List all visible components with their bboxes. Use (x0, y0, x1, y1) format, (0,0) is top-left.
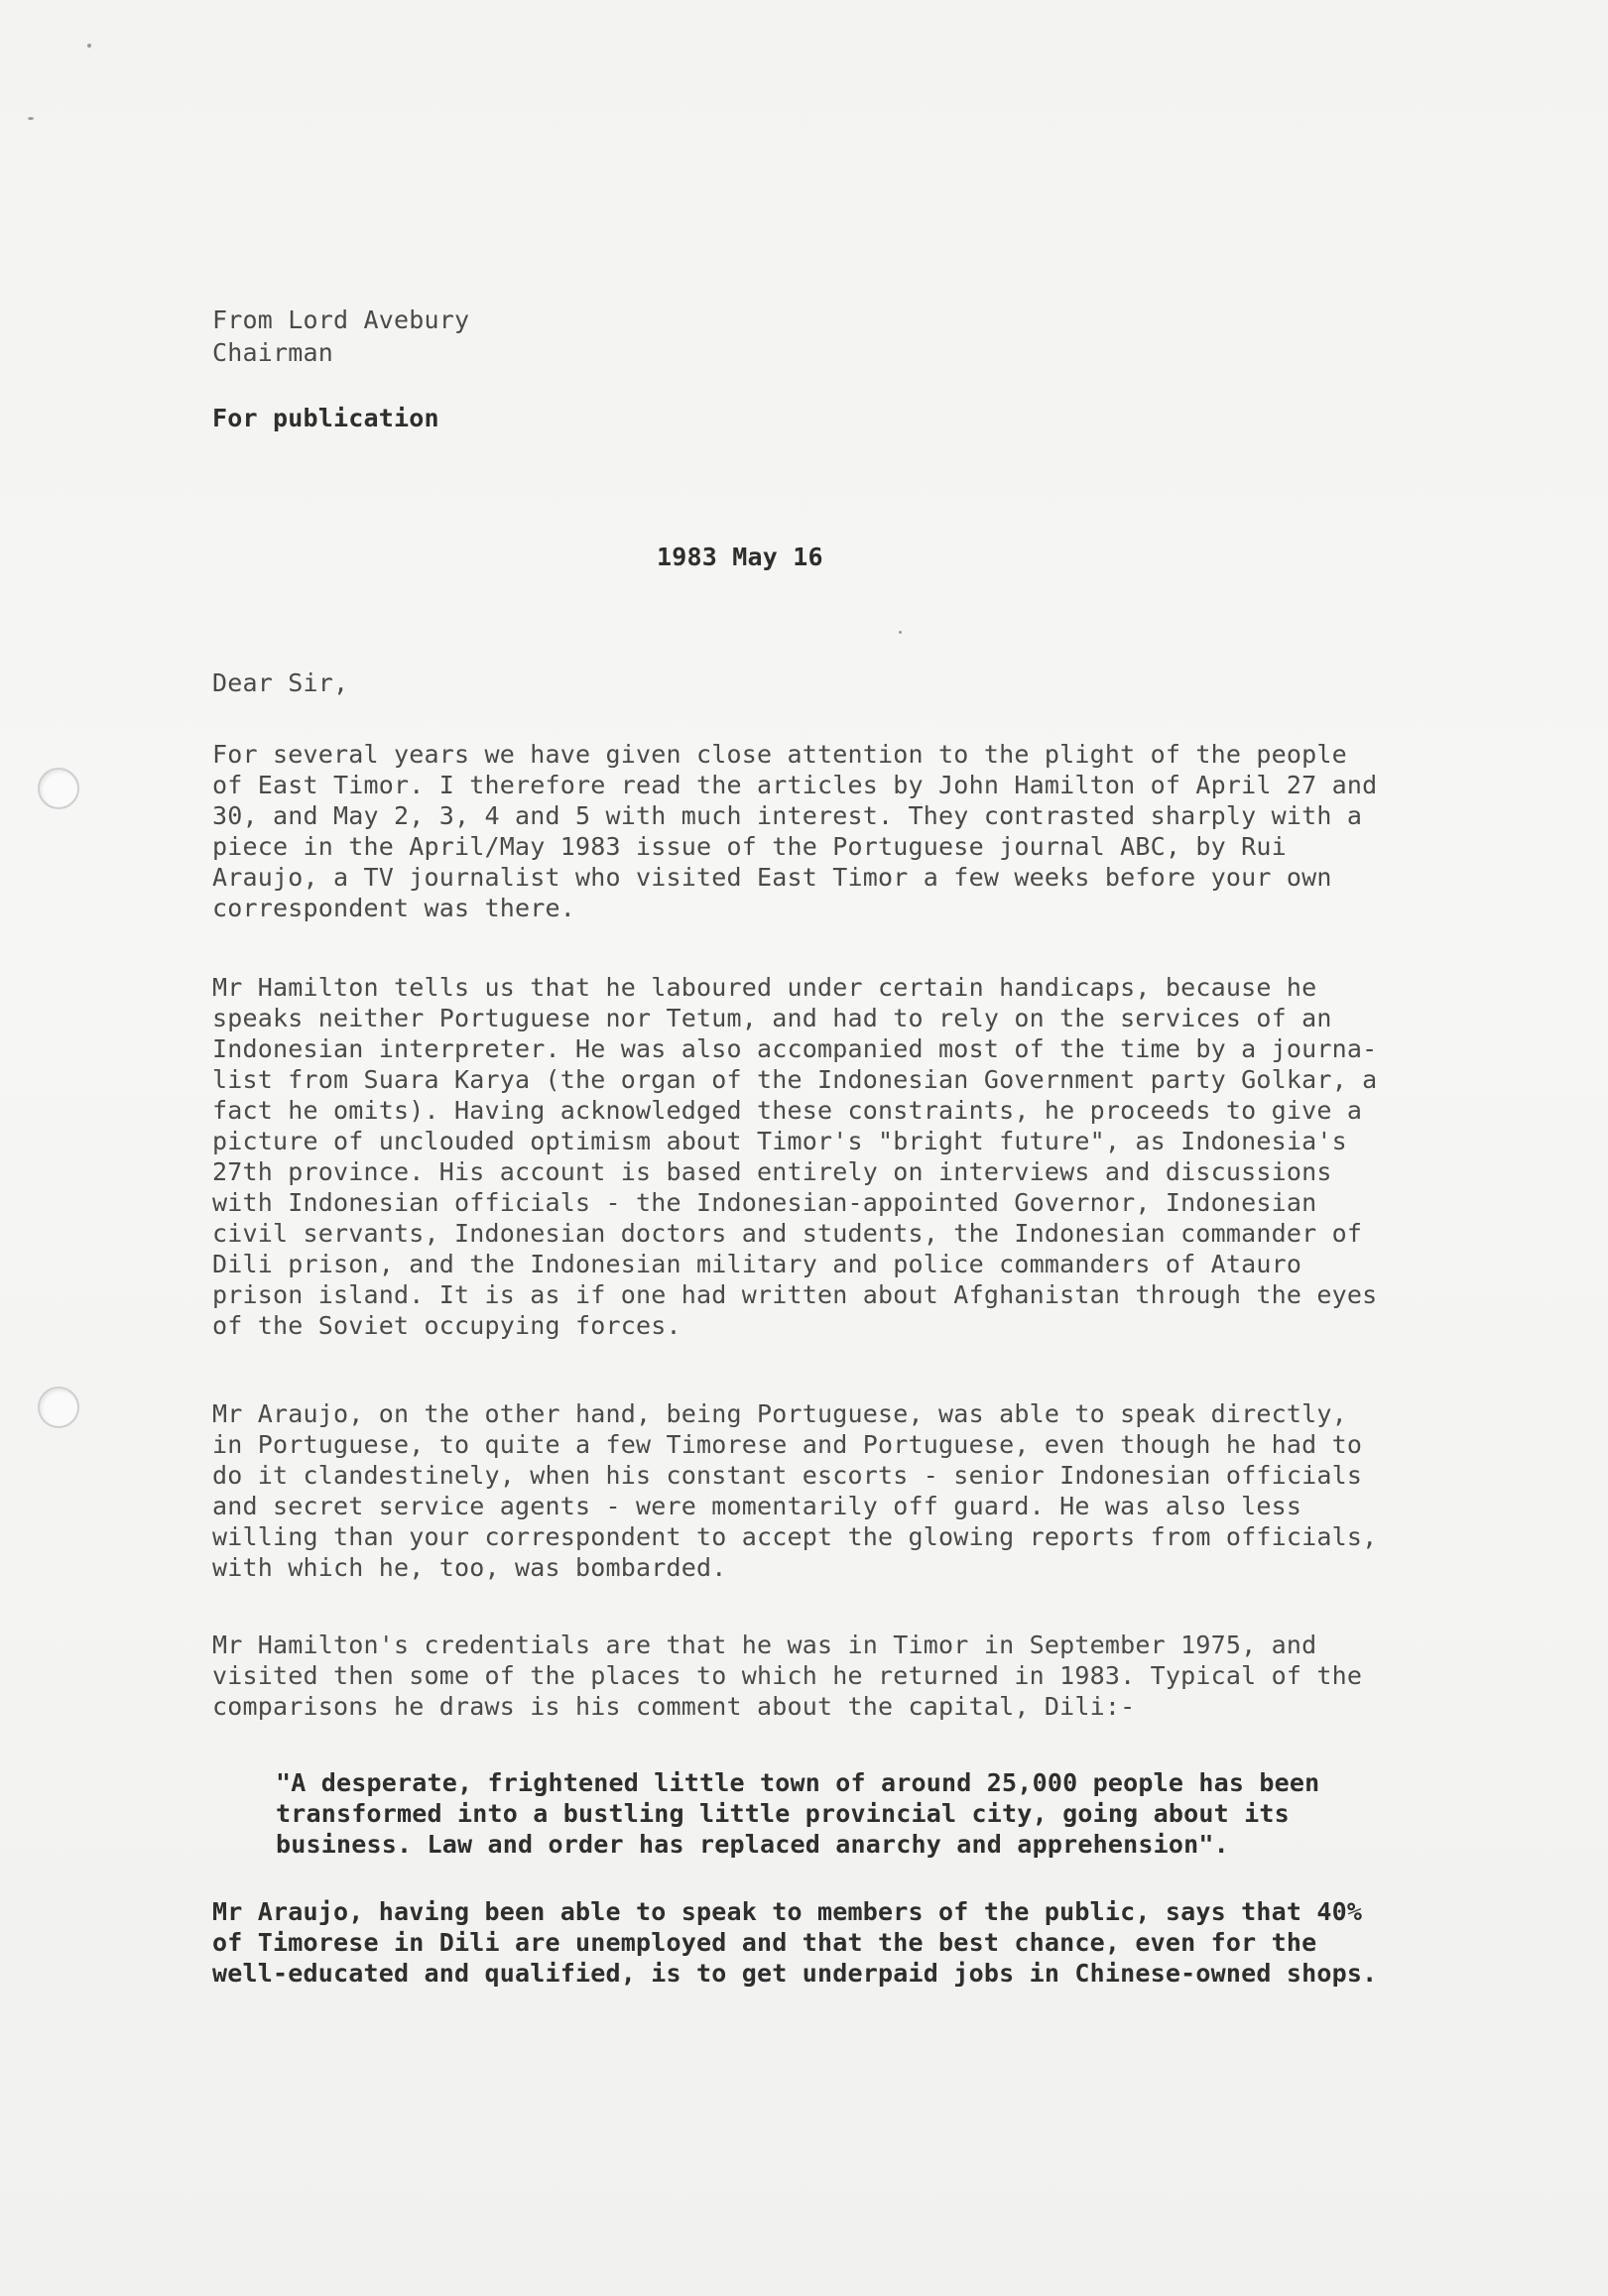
quote-line: "A desperate, frightened little town of around 25,000 people has been (276, 1768, 1320, 1797)
paragraph-line: piece in the April/May 1983 issue of the Portuguese journal ABC, by Rui (212, 832, 1287, 861)
paragraph-line: comparisons he draws is his comment about the capital, Dili:- (212, 1692, 1136, 1721)
paper-speck (899, 631, 902, 634)
paragraph-1 (212, 739, 1377, 923)
sender-title: Chairman (212, 338, 334, 367)
paragraph-line: of East Timor. I therefore read the articles by John Hamilton of April 27 and (212, 771, 1378, 799)
paper-speck (28, 117, 34, 120)
paragraph-line: civil servants, Indonesian doctors and students, the Indonesian commander of (212, 1219, 1363, 1248)
quote-line: business. Law and order has replaced anarchy and apprehension". (276, 1830, 1229, 1859)
paragraph-2 (212, 972, 1377, 1341)
paragraph-line: Mr Hamilton tells us that he laboured under certain handicaps, because he (212, 973, 1317, 1002)
punch-hole-top (38, 768, 79, 809)
paragraph-line: with which he, too, was bombarded. (212, 1553, 727, 1582)
paragraph-line: list from Suara Karya (the organ of the Indonesian Government party Golkar, a (212, 1065, 1378, 1094)
paper-speck (87, 44, 91, 48)
paragraph-line: of Timorese in Dili are unemployed and that the best chance, even for the (212, 1928, 1317, 1957)
paragraph-line: 30, and May 2, 3, 4 and 5 with much interest. They contrasted sharply with a (212, 801, 1363, 830)
paragraph-4 (212, 1630, 1362, 1722)
paragraph-line: picture of unclouded optimism about Timor's "bright future", as Indonesia's (212, 1127, 1347, 1155)
paragraph-line: For several years we have given close attention to the plight of the people (212, 740, 1347, 769)
sender-line: From Lord Avebury (212, 305, 470, 334)
punch-hole-bottom (38, 1387, 79, 1428)
block-quote (276, 1767, 1319, 1860)
paragraph-line: Araujo, a TV journalist who visited East Timor a few weeks before your own (212, 863, 1332, 892)
paragraph-line: with Indonesian officials - the Indonesian-appointed Governor, Indonesian (212, 1188, 1317, 1217)
paragraph-line: fact he omits). Having acknowledged these constraints, he proceeds to give a (212, 1096, 1363, 1125)
quote-line: transformed into a bustling little provincial city, going about its (276, 1799, 1290, 1828)
paragraph-line: of the Soviet occupying forces. (212, 1311, 681, 1340)
paragraph-line: speaks neither Portuguese nor Tetum, and had to rely on the services of an (212, 1004, 1332, 1032)
paragraph-line: Indonesian interpreter. He was also accompanied most of the time by a journa- (212, 1034, 1378, 1063)
closing-paragraph (212, 1896, 1377, 1989)
paragraph-line: visited then some of the places to which he returned in 1983. Typical of the (212, 1661, 1363, 1690)
paragraph-3 (212, 1398, 1377, 1583)
paragraph-line: and secret service agents - were momentarily off guard. He was also less (212, 1492, 1302, 1520)
salutation: Dear Sir, (212, 668, 349, 697)
paragraph-line: in Portuguese, to quite a few Timorese and Portuguese, even though he had to (212, 1430, 1363, 1459)
paragraph-line: prison island. It is as if one had written about Afghanistan through the eyes (212, 1280, 1378, 1309)
paragraph-line: Mr Araujo, having been able to speak to members of the public, says that 40% (212, 1897, 1363, 1926)
paragraph-line: Mr Araujo, on the other hand, being Portuguese, was able to speak directly, (212, 1399, 1347, 1428)
letter-date: 1983 May 16 (657, 543, 823, 571)
paragraph-line: do it clandestinely, when his constant escorts - senior Indonesian officials (212, 1461, 1363, 1490)
paragraph-line: 27th province. His account is based entirely on interviews and discussions (212, 1157, 1332, 1186)
paragraph-line: willing than your correspondent to accept the glowing reports from officials, (212, 1522, 1378, 1551)
publication-note: For publication (212, 404, 439, 432)
paragraph-line: correspondent was there. (212, 894, 576, 922)
paragraph-line: Mr Hamilton's credentials are that he was in Timor in September 1975, and (212, 1631, 1317, 1659)
paragraph-line: well-educated and qualified, is to get underpaid jobs in Chinese-owned shops. (212, 1959, 1378, 1988)
paragraph-line: Dili prison, and the Indonesian military and police commanders of Atauro (212, 1250, 1302, 1278)
